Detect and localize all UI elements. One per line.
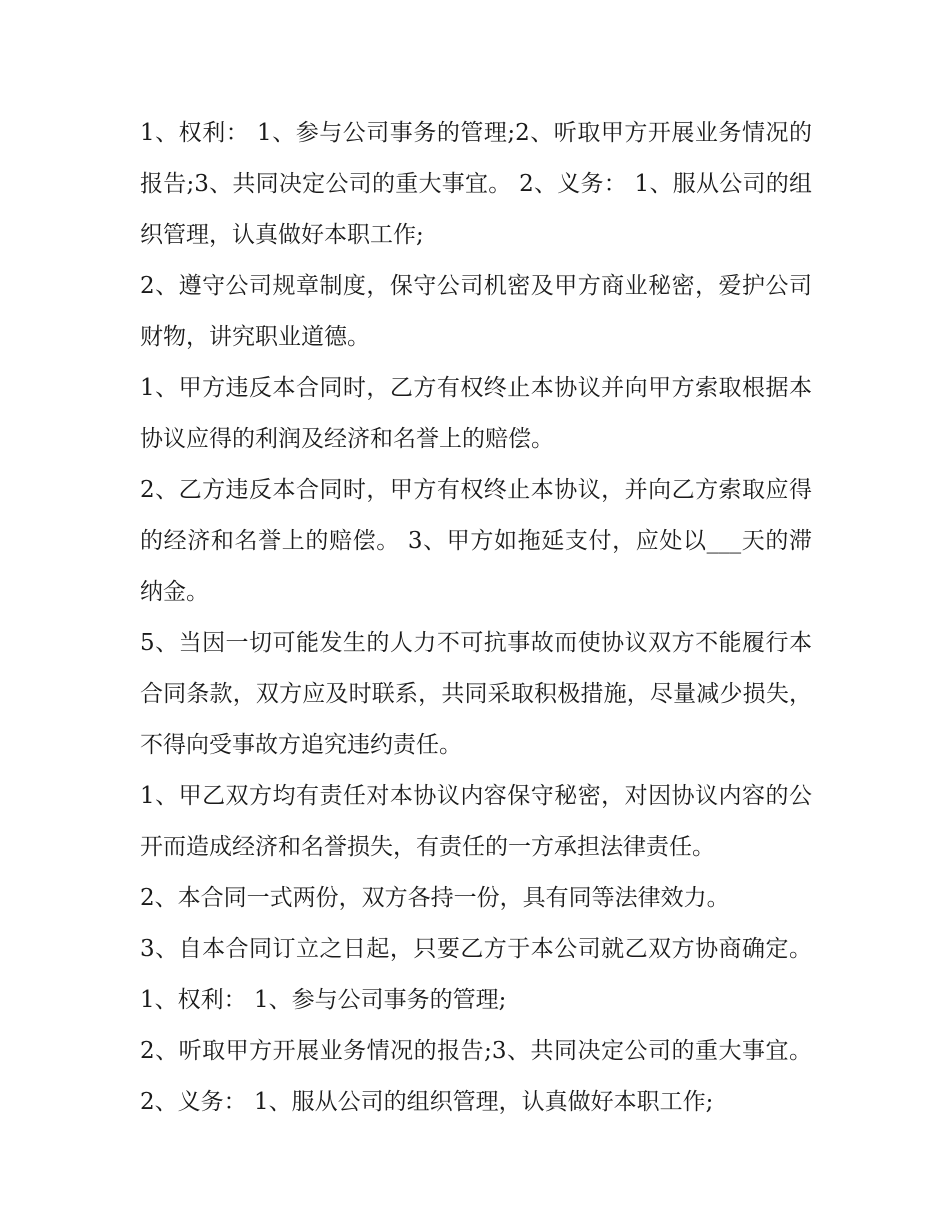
paragraph-2: 2、遵守公司规章制度，保守公司机密及甲方商业秘密，爱护公司财物，讲究职业道德。	[140, 273, 812, 350]
paragraph-6: 1、甲乙双方均有责任对本协议内容保守秘密，对因协议内容的公开而造成经济和名誉损失，有责任的一方承担法律责任。	[140, 783, 812, 860]
paragraph-9: 2、听取甲方开展业务情况的报告;3、共同决定公司的重大事宜。 2、义务： 1、服从公司的组织管理，认真做好本职工作;	[140, 1038, 812, 1115]
document-body	[140, 108, 812, 1128]
paragraph-4: 2、乙方违反本合同时，甲方有权终止本协议，并向乙方索取应得的经济和名誉上的赔偿。 3、甲方如拖延支付，应处以___天的滞纳金。	[140, 477, 812, 605]
paragraph-3: 1、甲方违反本合同时，乙方有权终止本协议并向甲方索取根据本协议应得的利润及经济和名誉上的赔偿。	[140, 375, 812, 452]
paragraph-1: 1、权利： 1、参与公司事务的管理;2、听取甲方开展业务情况的报告;3、共同决定公司的重大事宜。 2、义务： 1、服从公司的组织管理，认真做好本职工作;	[140, 120, 812, 248]
paragraph-5: 5、当因一切可能发生的人力不可抗事故而使协议双方不能履行本合同条款，双方应及时联系，共同采取积极措施，尽量减少损失，不得向受事故方追究违约责任。	[140, 630, 812, 758]
paragraph-8: 3、自本合同订立之日起，只要乙方于本公司就乙双方协商确定。 1、权利： 1、参与公司事务的管理;	[140, 936, 812, 1013]
paragraph-7: 2、本合同一式两份，双方各持一份，具有同等法律效力。	[140, 885, 730, 911]
